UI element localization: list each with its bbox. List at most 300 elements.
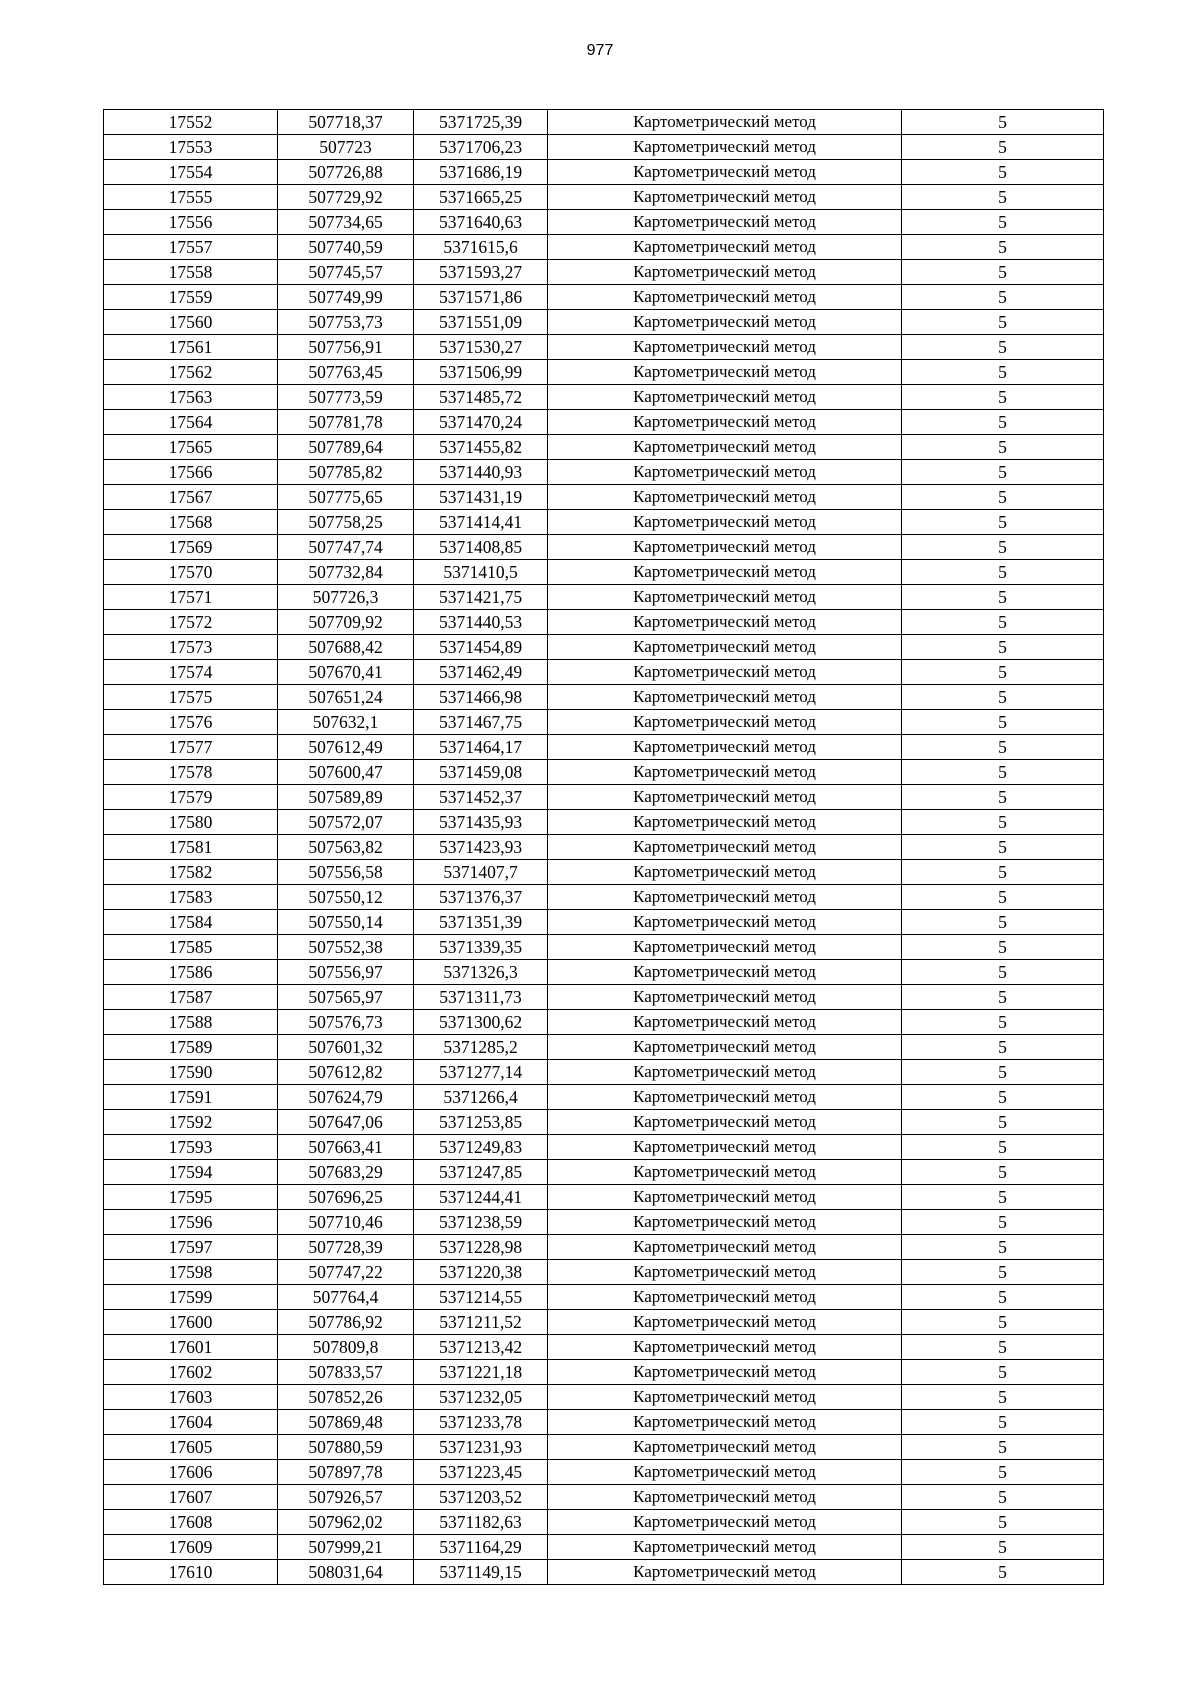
- point-number-cell: 17552: [104, 110, 278, 135]
- y-coordinate-cell: 5371339,35: [414, 935, 548, 960]
- point-number-cell: 17578: [104, 760, 278, 785]
- point-number-cell: 17585: [104, 935, 278, 960]
- point-number-cell: 17596: [104, 1210, 278, 1235]
- x-coordinate-cell: 507764,4: [278, 1285, 414, 1310]
- x-coordinate-cell: 507624,79: [278, 1085, 414, 1110]
- x-coordinate-cell: 507556,97: [278, 960, 414, 985]
- y-coordinate-cell: 5371466,98: [414, 685, 548, 710]
- point-number-cell: 17607: [104, 1485, 278, 1510]
- y-coordinate-cell: 5371228,98: [414, 1235, 548, 1260]
- point-number-cell: 17598: [104, 1260, 278, 1285]
- point-number-cell: 17566: [104, 460, 278, 485]
- point-number-cell: 17574: [104, 660, 278, 685]
- table-row: [104, 660, 1104, 685]
- accuracy-cell: 5: [902, 510, 1104, 535]
- point-number-cell: 17600: [104, 1310, 278, 1335]
- y-coordinate-cell: 5371435,93: [414, 810, 548, 835]
- accuracy-cell: 5: [902, 810, 1104, 835]
- table-row: [104, 1460, 1104, 1485]
- accuracy-cell: 5: [902, 410, 1104, 435]
- x-coordinate-cell: 507552,38: [278, 935, 414, 960]
- y-coordinate-cell: 5371530,27: [414, 335, 548, 360]
- table-row: [104, 1110, 1104, 1135]
- page-number: 977: [586, 42, 614, 59]
- method-cell: Картометрический метод: [548, 735, 902, 760]
- accuracy-cell: 5: [902, 1260, 1104, 1285]
- point-number-cell: 17594: [104, 1160, 278, 1185]
- accuracy-cell: 5: [902, 910, 1104, 935]
- accuracy-cell: 5: [902, 585, 1104, 610]
- accuracy-cell: 5: [902, 1285, 1104, 1310]
- x-coordinate-cell: 507756,91: [278, 335, 414, 360]
- point-number-cell: 17581: [104, 835, 278, 860]
- method-cell: Картометрический метод: [548, 685, 902, 710]
- x-coordinate-cell: 507663,41: [278, 1135, 414, 1160]
- method-cell: Картометрический метод: [548, 935, 902, 960]
- point-number-cell: 17557: [104, 235, 278, 260]
- x-coordinate-cell: 507565,97: [278, 985, 414, 1010]
- method-cell: Картометрический метод: [548, 1210, 902, 1235]
- accuracy-cell: 5: [902, 560, 1104, 585]
- table-row: [104, 935, 1104, 960]
- method-cell: Картометрический метод: [548, 835, 902, 860]
- x-coordinate-cell: 507785,82: [278, 460, 414, 485]
- x-coordinate-cell: 507773,59: [278, 385, 414, 410]
- y-coordinate-cell: 5371440,53: [414, 610, 548, 635]
- x-coordinate-cell: 507718,37: [278, 110, 414, 135]
- method-cell: Картометрический метод: [548, 1185, 902, 1210]
- y-coordinate-cell: 5371232,05: [414, 1385, 548, 1410]
- x-coordinate-cell: 507962,02: [278, 1510, 414, 1535]
- method-cell: Картометрический метод: [548, 1360, 902, 1385]
- x-coordinate-cell: 507729,92: [278, 185, 414, 210]
- table-row: [104, 1010, 1104, 1035]
- method-cell: Картометрический метод: [548, 1010, 902, 1035]
- y-coordinate-cell: 5371247,85: [414, 1160, 548, 1185]
- accuracy-cell: 5: [902, 1185, 1104, 1210]
- x-coordinate-cell: 507753,73: [278, 310, 414, 335]
- x-coordinate-cell: 507696,25: [278, 1185, 414, 1210]
- table-row: [104, 810, 1104, 835]
- point-number-cell: 17562: [104, 360, 278, 385]
- method-cell: Картометрический метод: [548, 1485, 902, 1510]
- accuracy-cell: 5: [902, 285, 1104, 310]
- table-row: [104, 185, 1104, 210]
- coordinates-table-body: [104, 110, 1104, 1585]
- table-row: [104, 510, 1104, 535]
- table-row: [104, 1510, 1104, 1535]
- x-coordinate-cell: 507786,92: [278, 1310, 414, 1335]
- point-number-cell: 17573: [104, 635, 278, 660]
- table-row: [104, 485, 1104, 510]
- x-coordinate-cell: 507781,78: [278, 410, 414, 435]
- method-cell: Картометрический метод: [548, 1260, 902, 1285]
- y-coordinate-cell: 5371221,18: [414, 1360, 548, 1385]
- point-number-cell: 17563: [104, 385, 278, 410]
- accuracy-cell: 5: [902, 1060, 1104, 1085]
- y-coordinate-cell: 5371164,29: [414, 1535, 548, 1560]
- x-coordinate-cell: 507734,65: [278, 210, 414, 235]
- accuracy-cell: 5: [902, 335, 1104, 360]
- method-cell: Картометрический метод: [548, 535, 902, 560]
- table-row: [104, 985, 1104, 1010]
- point-number-cell: 17609: [104, 1535, 278, 1560]
- point-number-cell: 17606: [104, 1460, 278, 1485]
- table-row: [104, 710, 1104, 735]
- point-number-cell: 17593: [104, 1135, 278, 1160]
- point-number-cell: 17565: [104, 435, 278, 460]
- method-cell: Картометрический метод: [548, 635, 902, 660]
- point-number-cell: 17554: [104, 160, 278, 185]
- x-coordinate-cell: 507563,82: [278, 835, 414, 860]
- point-number-cell: 17575: [104, 685, 278, 710]
- table-row: [104, 210, 1104, 235]
- method-cell: Картометрический метод: [548, 385, 902, 410]
- accuracy-cell: 5: [902, 1335, 1104, 1360]
- point-number-cell: 17564: [104, 410, 278, 435]
- point-number-cell: 17592: [104, 1110, 278, 1135]
- accuracy-cell: 5: [902, 785, 1104, 810]
- method-cell: Картометрический метод: [548, 585, 902, 610]
- y-coordinate-cell: 5371351,39: [414, 910, 548, 935]
- method-cell: Картометрический метод: [548, 1335, 902, 1360]
- table-row: [104, 1085, 1104, 1110]
- x-coordinate-cell: 507749,99: [278, 285, 414, 310]
- method-cell: Картометрический метод: [548, 110, 902, 135]
- x-coordinate-cell: 507612,49: [278, 735, 414, 760]
- point-number-cell: 17567: [104, 485, 278, 510]
- method-cell: Картометрический метод: [548, 810, 902, 835]
- accuracy-cell: 5: [902, 985, 1104, 1010]
- x-coordinate-cell: 507612,82: [278, 1060, 414, 1085]
- y-coordinate-cell: 5371459,08: [414, 760, 548, 785]
- x-coordinate-cell: 507745,57: [278, 260, 414, 285]
- y-coordinate-cell: 5371615,6: [414, 235, 548, 260]
- accuracy-cell: 5: [902, 210, 1104, 235]
- point-number-cell: 17597: [104, 1235, 278, 1260]
- accuracy-cell: 5: [902, 1535, 1104, 1560]
- accuracy-cell: 5: [902, 1410, 1104, 1435]
- accuracy-cell: 5: [902, 1160, 1104, 1185]
- accuracy-cell: 5: [902, 1110, 1104, 1135]
- accuracy-cell: 5: [902, 685, 1104, 710]
- x-coordinate-cell: 507926,57: [278, 1485, 414, 1510]
- accuracy-cell: 5: [902, 610, 1104, 635]
- method-cell: Картометрический метод: [548, 285, 902, 310]
- method-cell: Картометрический метод: [548, 260, 902, 285]
- y-coordinate-cell: 5371593,27: [414, 260, 548, 285]
- x-coordinate-cell: 507589,89: [278, 785, 414, 810]
- y-coordinate-cell: 5371431,19: [414, 485, 548, 510]
- x-coordinate-cell: 507763,45: [278, 360, 414, 385]
- point-number-cell: 17583: [104, 885, 278, 910]
- point-number-cell: 17610: [104, 1560, 278, 1585]
- method-cell: Картометрический метод: [548, 185, 902, 210]
- table-row: [104, 535, 1104, 560]
- x-coordinate-cell: 507833,57: [278, 1360, 414, 1385]
- method-cell: Картометрический метод: [548, 1535, 902, 1560]
- x-coordinate-cell: 507572,07: [278, 810, 414, 835]
- table-row: [104, 335, 1104, 360]
- y-coordinate-cell: 5371421,75: [414, 585, 548, 610]
- y-coordinate-cell: 5371182,63: [414, 1510, 548, 1535]
- x-coordinate-cell: 507809,8: [278, 1335, 414, 1360]
- y-coordinate-cell: 5371220,38: [414, 1260, 548, 1285]
- accuracy-cell: 5: [902, 835, 1104, 860]
- coordinates-table: [103, 109, 1104, 1585]
- table-row: [104, 1435, 1104, 1460]
- y-coordinate-cell: 5371249,83: [414, 1135, 548, 1160]
- table-row: [104, 1185, 1104, 1210]
- y-coordinate-cell: 5371285,2: [414, 1035, 548, 1060]
- y-coordinate-cell: 5371223,45: [414, 1460, 548, 1485]
- point-number-cell: 17586: [104, 960, 278, 985]
- table-row: [104, 1485, 1104, 1510]
- method-cell: Картометрический метод: [548, 860, 902, 885]
- accuracy-cell: 5: [902, 1385, 1104, 1410]
- accuracy-cell: 5: [902, 1460, 1104, 1485]
- point-number-cell: 17577: [104, 735, 278, 760]
- x-coordinate-cell: 507726,88: [278, 160, 414, 185]
- point-number-cell: 17590: [104, 1060, 278, 1085]
- y-coordinate-cell: 5371238,59: [414, 1210, 548, 1235]
- method-cell: Картометрический метод: [548, 1160, 902, 1185]
- table-row: [104, 1310, 1104, 1335]
- y-coordinate-cell: 5371410,5: [414, 560, 548, 585]
- accuracy-cell: 5: [902, 435, 1104, 460]
- table-row: [104, 760, 1104, 785]
- method-cell: Картометрический метод: [548, 1110, 902, 1135]
- y-coordinate-cell: 5371211,52: [414, 1310, 548, 1335]
- point-number-cell: 17588: [104, 1010, 278, 1035]
- table-row: [104, 310, 1104, 335]
- point-number-cell: 17579: [104, 785, 278, 810]
- x-coordinate-cell: 507651,24: [278, 685, 414, 710]
- point-number-cell: 17560: [104, 310, 278, 335]
- table-row: [104, 1035, 1104, 1060]
- y-coordinate-cell: 5371506,99: [414, 360, 548, 385]
- y-coordinate-cell: 5371376,37: [414, 885, 548, 910]
- point-number-cell: 17582: [104, 860, 278, 885]
- point-number-cell: 17604: [104, 1410, 278, 1435]
- x-coordinate-cell: 507789,64: [278, 435, 414, 460]
- accuracy-cell: 5: [902, 1010, 1104, 1035]
- method-cell: Картометрический метод: [548, 410, 902, 435]
- x-coordinate-cell: 507600,47: [278, 760, 414, 785]
- point-number-cell: 17576: [104, 710, 278, 735]
- table-row: [104, 635, 1104, 660]
- table-row: [104, 685, 1104, 710]
- table-row: [104, 910, 1104, 935]
- y-coordinate-cell: 5371149,15: [414, 1560, 548, 1585]
- y-coordinate-cell: 5371640,63: [414, 210, 548, 235]
- x-coordinate-cell: 508031,64: [278, 1560, 414, 1585]
- y-coordinate-cell: 5371233,78: [414, 1410, 548, 1435]
- point-number-cell: 17605: [104, 1435, 278, 1460]
- accuracy-cell: 5: [902, 1310, 1104, 1335]
- x-coordinate-cell: 507601,32: [278, 1035, 414, 1060]
- method-cell: Картометрический метод: [548, 1035, 902, 1060]
- y-coordinate-cell: 5371423,93: [414, 835, 548, 860]
- x-coordinate-cell: 507852,26: [278, 1385, 414, 1410]
- accuracy-cell: 5: [902, 160, 1104, 185]
- table-row: [104, 1260, 1104, 1285]
- y-coordinate-cell: 5371253,85: [414, 1110, 548, 1135]
- method-cell: Картометрический метод: [548, 1235, 902, 1260]
- accuracy-cell: 5: [902, 1135, 1104, 1160]
- y-coordinate-cell: 5371725,39: [414, 110, 548, 135]
- table-row: [104, 135, 1104, 160]
- y-coordinate-cell: 5371485,72: [414, 385, 548, 410]
- point-number-cell: 17559: [104, 285, 278, 310]
- y-coordinate-cell: 5371326,3: [414, 960, 548, 985]
- y-coordinate-cell: 5371408,85: [414, 535, 548, 560]
- x-coordinate-cell: 507728,39: [278, 1235, 414, 1260]
- accuracy-cell: 5: [902, 635, 1104, 660]
- y-coordinate-cell: 5371414,41: [414, 510, 548, 535]
- method-cell: Картометрический метод: [548, 510, 902, 535]
- y-coordinate-cell: 5371686,19: [414, 160, 548, 185]
- point-number-cell: 17555: [104, 185, 278, 210]
- table-row: [104, 1285, 1104, 1310]
- point-number-cell: 17569: [104, 535, 278, 560]
- method-cell: Картометрический метод: [548, 885, 902, 910]
- table-row: [104, 1210, 1104, 1235]
- accuracy-cell: 5: [902, 1360, 1104, 1385]
- table-row: [104, 285, 1104, 310]
- x-coordinate-cell: 507550,14: [278, 910, 414, 935]
- method-cell: Картометрический метод: [548, 1410, 902, 1435]
- method-cell: Картометрический метод: [548, 1510, 902, 1535]
- method-cell: Картометрический метод: [548, 460, 902, 485]
- accuracy-cell: 5: [902, 960, 1104, 985]
- x-coordinate-cell: 507550,12: [278, 885, 414, 910]
- accuracy-cell: 5: [902, 485, 1104, 510]
- method-cell: Картометрический метод: [548, 1060, 902, 1085]
- x-coordinate-cell: 507775,65: [278, 485, 414, 510]
- point-number-cell: 17591: [104, 1085, 278, 1110]
- x-coordinate-cell: 507723: [278, 135, 414, 160]
- y-coordinate-cell: 5371440,93: [414, 460, 548, 485]
- table-row: [104, 410, 1104, 435]
- method-cell: Картометрический метод: [548, 335, 902, 360]
- table-row: [104, 110, 1104, 135]
- table-row: [104, 385, 1104, 410]
- table-row: [104, 1385, 1104, 1410]
- accuracy-cell: 5: [902, 1235, 1104, 1260]
- table-row: [104, 1235, 1104, 1260]
- method-cell: Картометрический метод: [548, 210, 902, 235]
- y-coordinate-cell: 5371203,52: [414, 1485, 548, 1510]
- y-coordinate-cell: 5371454,89: [414, 635, 548, 660]
- accuracy-cell: 5: [902, 760, 1104, 785]
- method-cell: Картометрический метод: [548, 160, 902, 185]
- x-coordinate-cell: 507726,3: [278, 585, 414, 610]
- method-cell: Картометрический метод: [548, 1460, 902, 1485]
- accuracy-cell: 5: [902, 460, 1104, 485]
- table-row: [104, 560, 1104, 585]
- accuracy-cell: 5: [902, 235, 1104, 260]
- y-coordinate-cell: 5371571,86: [414, 285, 548, 310]
- accuracy-cell: 5: [902, 360, 1104, 385]
- method-cell: Картометрический метод: [548, 360, 902, 385]
- method-cell: Картометрический метод: [548, 435, 902, 460]
- x-coordinate-cell: 507670,41: [278, 660, 414, 685]
- method-cell: Картометрический метод: [548, 960, 902, 985]
- x-coordinate-cell: 507747,22: [278, 1260, 414, 1285]
- y-coordinate-cell: 5371214,55: [414, 1285, 548, 1310]
- table-row: [104, 160, 1104, 185]
- method-cell: Картометрический метод: [548, 660, 902, 685]
- method-cell: Картометрический метод: [548, 910, 902, 935]
- accuracy-cell: 5: [902, 110, 1104, 135]
- method-cell: Картометрический метод: [548, 785, 902, 810]
- point-number-cell: 17580: [104, 810, 278, 835]
- method-cell: Картометрический метод: [548, 710, 902, 735]
- table-row: [104, 360, 1104, 385]
- y-coordinate-cell: 5371407,7: [414, 860, 548, 885]
- x-coordinate-cell: 507576,73: [278, 1010, 414, 1035]
- method-cell: Картометрический метод: [548, 310, 902, 335]
- table-row: [104, 460, 1104, 485]
- method-cell: Картометрический метод: [548, 760, 902, 785]
- x-coordinate-cell: 507758,25: [278, 510, 414, 535]
- accuracy-cell: 5: [902, 135, 1104, 160]
- x-coordinate-cell: 507747,74: [278, 535, 414, 560]
- point-number-cell: 17589: [104, 1035, 278, 1060]
- x-coordinate-cell: 507710,46: [278, 1210, 414, 1235]
- table-row: [104, 1335, 1104, 1360]
- method-cell: Картометрический метод: [548, 1085, 902, 1110]
- table-row: [104, 585, 1104, 610]
- table-row: [104, 960, 1104, 985]
- table-row: [104, 1160, 1104, 1185]
- point-number-cell: 17587: [104, 985, 278, 1010]
- y-coordinate-cell: 5371706,23: [414, 135, 548, 160]
- table-row: [104, 435, 1104, 460]
- accuracy-cell: 5: [902, 310, 1104, 335]
- method-cell: Картометрический метод: [548, 1385, 902, 1410]
- y-coordinate-cell: 5371551,09: [414, 310, 548, 335]
- accuracy-cell: 5: [902, 260, 1104, 285]
- accuracy-cell: 5: [902, 1510, 1104, 1535]
- table-row: [104, 1135, 1104, 1160]
- table-row: [104, 610, 1104, 635]
- accuracy-cell: 5: [902, 535, 1104, 560]
- table-row: [104, 1410, 1104, 1435]
- x-coordinate-cell: 507688,42: [278, 635, 414, 660]
- table-row: [104, 1560, 1104, 1585]
- point-number-cell: 17556: [104, 210, 278, 235]
- y-coordinate-cell: 5371311,73: [414, 985, 548, 1010]
- method-cell: Картометрический метод: [548, 610, 902, 635]
- table-row: [104, 1535, 1104, 1560]
- y-coordinate-cell: 5371244,41: [414, 1185, 548, 1210]
- accuracy-cell: 5: [902, 710, 1104, 735]
- accuracy-cell: 5: [902, 1035, 1104, 1060]
- point-number-cell: 17572: [104, 610, 278, 635]
- x-coordinate-cell: 507632,1: [278, 710, 414, 735]
- accuracy-cell: 5: [902, 1210, 1104, 1235]
- x-coordinate-cell: 507683,29: [278, 1160, 414, 1185]
- method-cell: Картометрический метод: [548, 1285, 902, 1310]
- table-row: [104, 785, 1104, 810]
- point-number-cell: 17603: [104, 1385, 278, 1410]
- accuracy-cell: 5: [902, 860, 1104, 885]
- table-row: [104, 1060, 1104, 1085]
- y-coordinate-cell: 5371462,49: [414, 660, 548, 685]
- y-coordinate-cell: 5371665,25: [414, 185, 548, 210]
